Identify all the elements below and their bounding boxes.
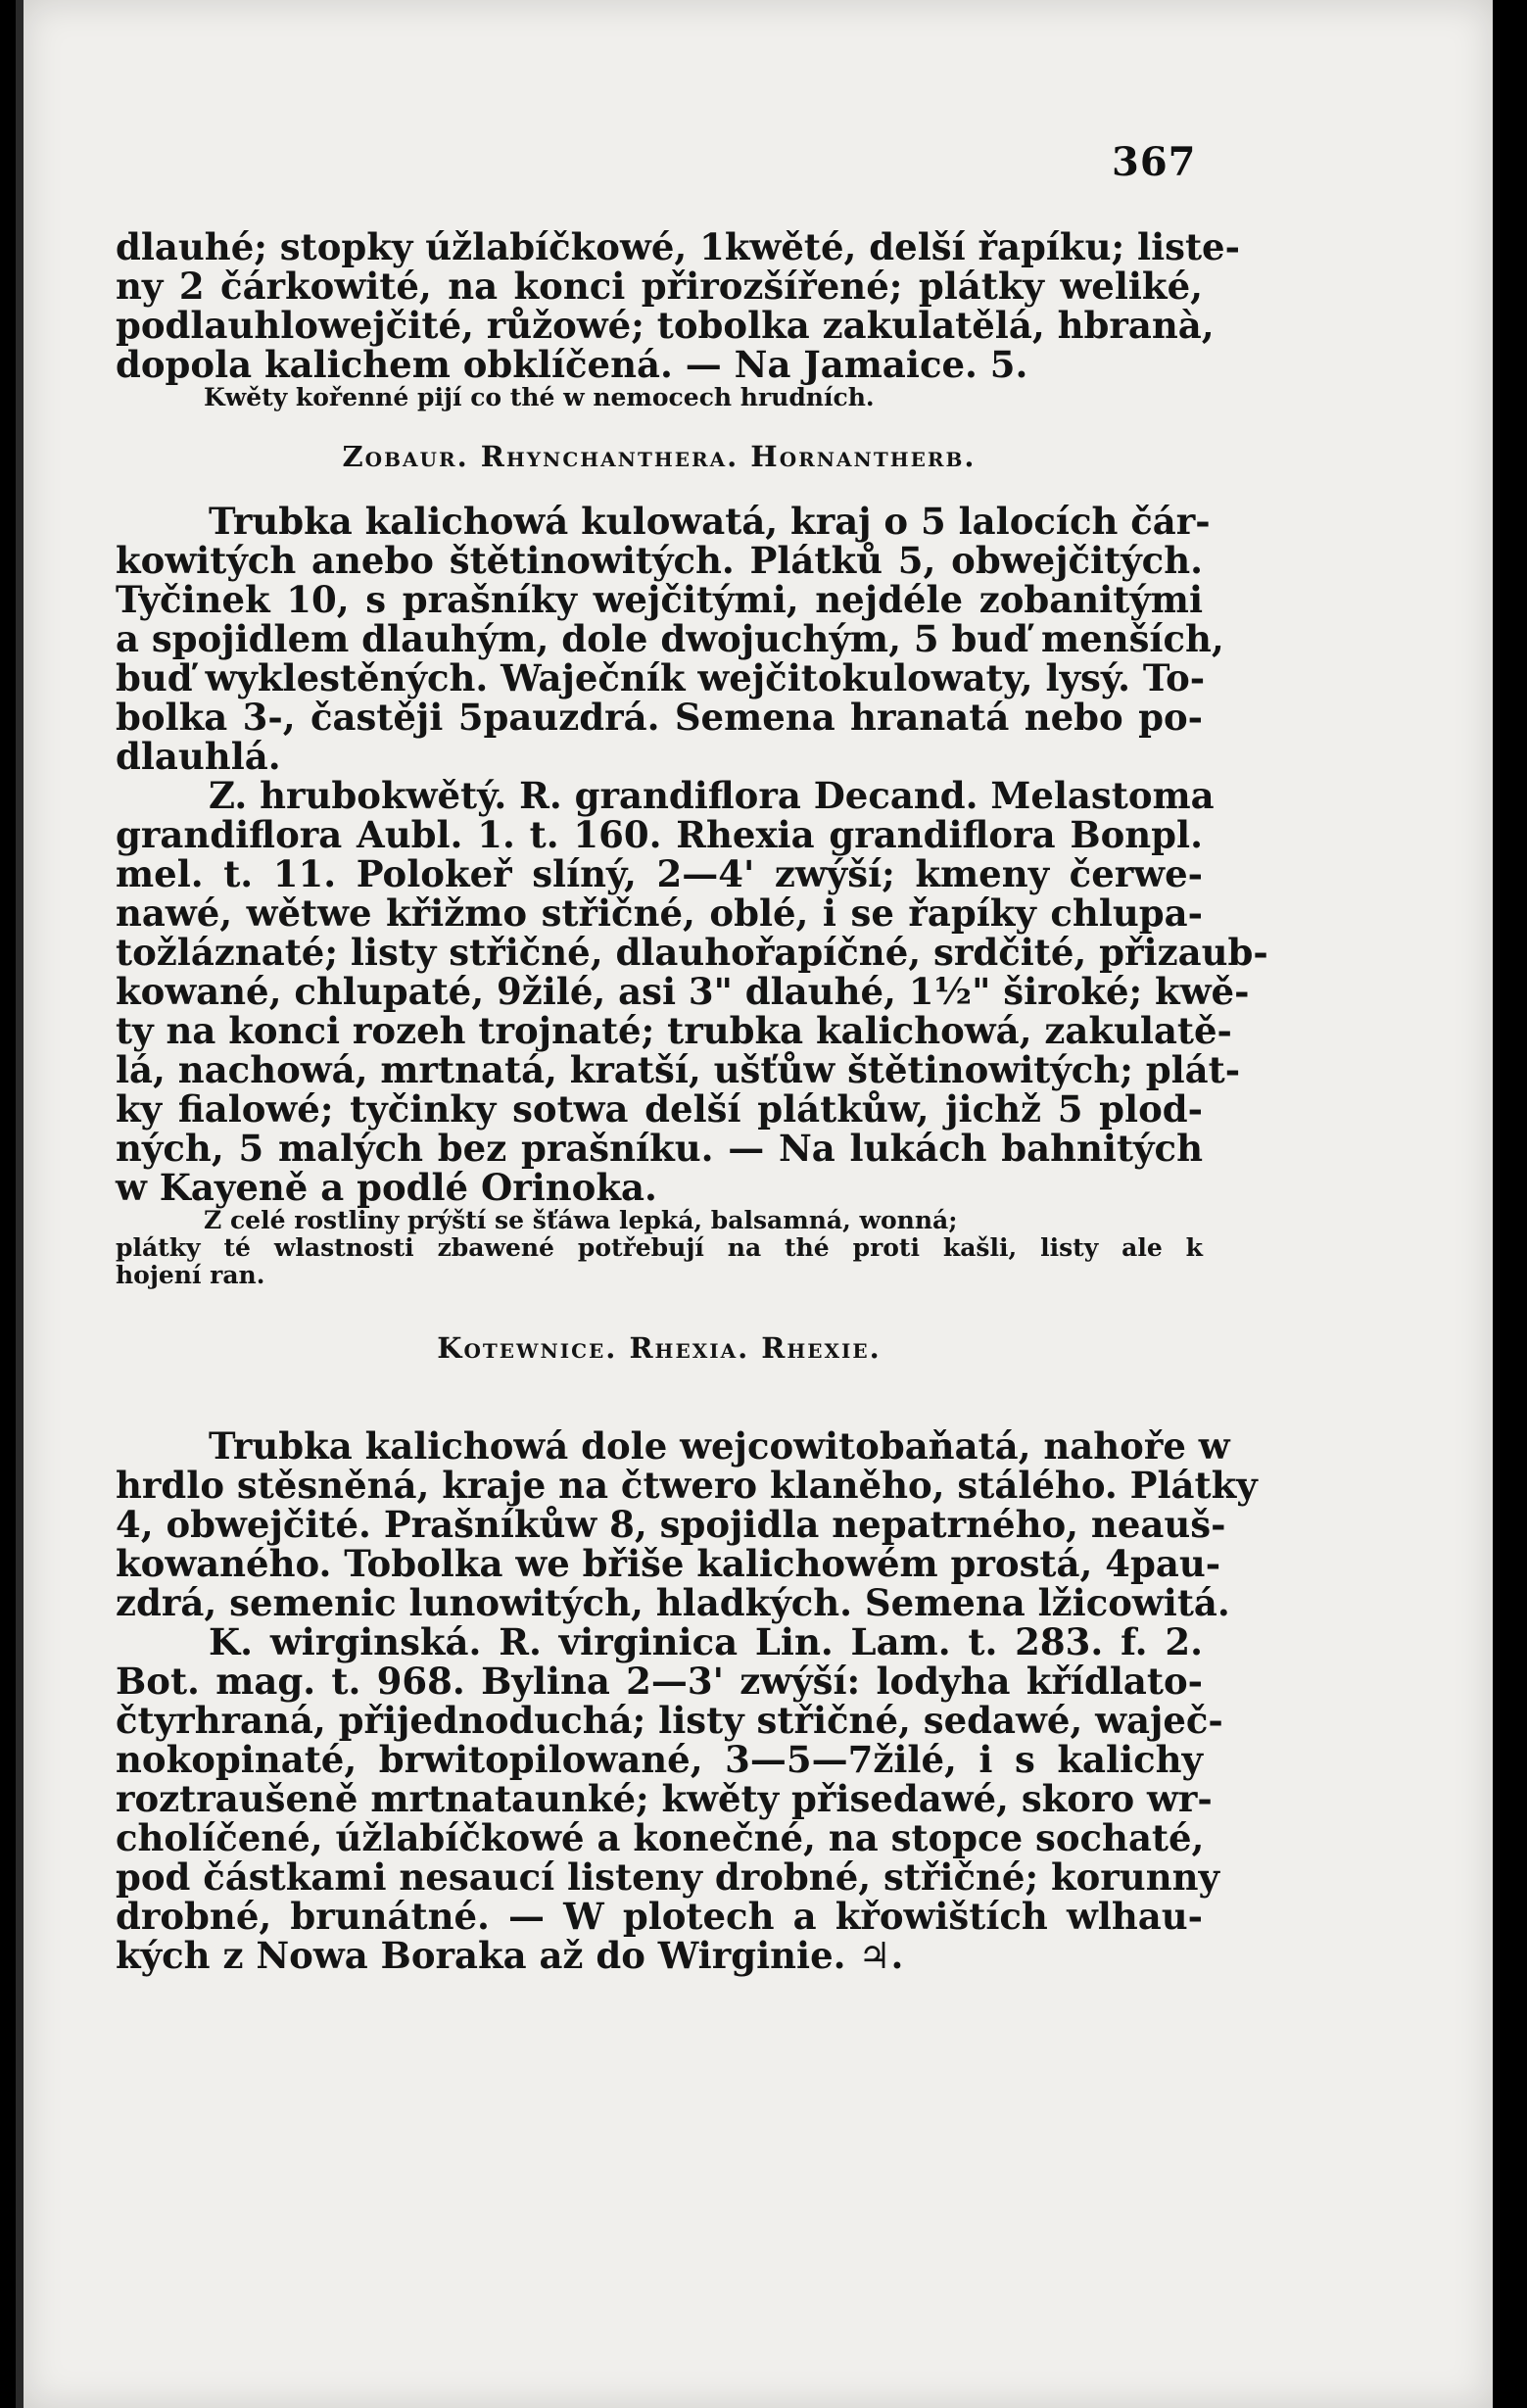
text-line: buď wyklestěných. Waječník wejčitokulowaty, lysý. To- (116, 656, 1206, 699)
species-line: pod částkami nesaucí listeny drobné, střičné; korunny (116, 1855, 1220, 1899)
text-line: Trubka kalichowá kulowatá, kraj o 5 lalocích čár- (209, 500, 1211, 543)
genus-heading: Zobaur. Rhynchanthera. Hornantherb. (342, 440, 977, 473)
species-line: cholíčené, úžlabíčkowé a konečné, na stopce sochaté, (116, 1816, 1205, 1859)
page-number: 367 (1112, 139, 1197, 185)
species-line: nawé, wětwe křižmo střičné, oblé, i se řapíky chlupa- (116, 891, 1203, 935)
species-line: lá, nachowá, mrtnatá, kratší, ušťůw štětinowitých; plát- (116, 1048, 1241, 1091)
text-line: zdrá, semenic lunowitých, hladkých. Semena lžicowitá. (116, 1581, 1230, 1624)
text-line: hrdlo stěsněná, kraje na čtwero klaněho, stálého. Plátky (116, 1464, 1258, 1507)
section-2 (116, 500, 1268, 1289)
text-line: dopola kalichem obklíčená. — Na Jamaice. 5. (116, 343, 1028, 386)
species-line: čtyrhraná, přijednoduchá; listy střičné, sedawé, waječ- (116, 1699, 1223, 1742)
species-line: nokopinaté, brwitopilowané, 3—5—7žilé, i s kalichy (116, 1738, 1203, 1781)
species-line: kých z Nowa Boraka až do Wirginie. ♃. (116, 1934, 904, 1977)
species-line: ty na konci rozeh trojnaté; trubka kalichowá, zakulatě- (116, 1009, 1232, 1052)
section-3 (116, 1424, 1258, 1977)
species-line: ných, 5 malých bez prašníku. — Na lukách bahnitých (116, 1127, 1203, 1170)
species-line: drobné, brunátné. — W plotech a křowištích wlhau- (116, 1895, 1203, 1938)
text-line: Tyčinek 10, s prašníky wejčitými, nejdéle zobanitými (116, 578, 1203, 621)
genus-heading: Kotewnice. Rhexia. Rhexie. (437, 1331, 882, 1365)
page-text (116, 225, 1268, 1977)
species-line: roztraušeně mrtnataunké; kwěty přisedawé, skoro wr- (116, 1777, 1213, 1820)
text-line: ny 2 čárkowité, na konci přirozšířené; plátky weliké, (116, 265, 1203, 308)
species-line: mel. t. 11. Polokeř slíný, 2—4' zwýší; kmeny čerwe- (116, 852, 1203, 895)
text-line: kowaného. Tobolka we břiše kalichowém prostá, 4pau- (116, 1542, 1221, 1585)
species-line: grandiflora Aubl. 1. t. 160. Rhexia grandiflora Bonpl. (116, 813, 1203, 856)
note-line: Kwěty kořenné pijí co thé w nemocech hrudních. (204, 383, 875, 411)
text-line: 4, obwejčité. Prašníkůw 8, spojidla nepatrného, neauš- (116, 1503, 1226, 1546)
section-1 (116, 225, 1240, 411)
species-line: kowané, chlupaté, 9žilé, asi 3" dlauhé, 1½" široké; kwě- (116, 970, 1250, 1013)
note-line: hojení ran. (116, 1261, 265, 1289)
text-line: Trubka kalichowá dole wejcowitobaňatá, nahoře w (209, 1424, 1230, 1468)
text-line: a spojidlem dlauhým, dole dwojuchým, 5 buď menších, (116, 617, 1224, 660)
species-line: K. wirginská. R. virginica Lin. Lam. t. 283. f. 2. (209, 1620, 1203, 1663)
text-line: kowitých anebo štětinowitých. Plátků 5, obwejčitých. (116, 539, 1203, 582)
text-line: podlauhlowejčité, růžowé; tobolka zakulatělá, hbranà, (116, 304, 1215, 347)
note-line: plátky té wlastnosti zbawené potřebují na thé proti kašli, listy ale k (116, 1233, 1203, 1262)
text-line: dlauhlá. (116, 735, 281, 778)
species-line: tožláznaté; listy střičné, dlauhořapíčné, srdčité, přizaub- (116, 931, 1268, 974)
species-line: ky fialowé; tyčinky sotwa delší plátkůw, jichž 5 plod- (116, 1087, 1203, 1131)
text-line: dlauhé; stopky úžlabíčkowé, 1kwěté, delší řapíku; liste- (116, 225, 1240, 268)
note-line: Z celé rostliny prýští se šťáwa lepká, balsamná, wonná; (204, 1206, 958, 1234)
text-line: bolka 3-, častěji 5pauzdrá. Semena hranatá nebo po- (116, 696, 1203, 739)
species-line: Z. hrubokwětý. R. grandiflora Decand. Melastoma (209, 774, 1215, 817)
species-line: w Kayeně a podlé Orinoka. (116, 1166, 657, 1209)
species-line: Bot. mag. t. 968. Bylina 2—3' zwýší: lodyha křídlato- (116, 1660, 1203, 1703)
